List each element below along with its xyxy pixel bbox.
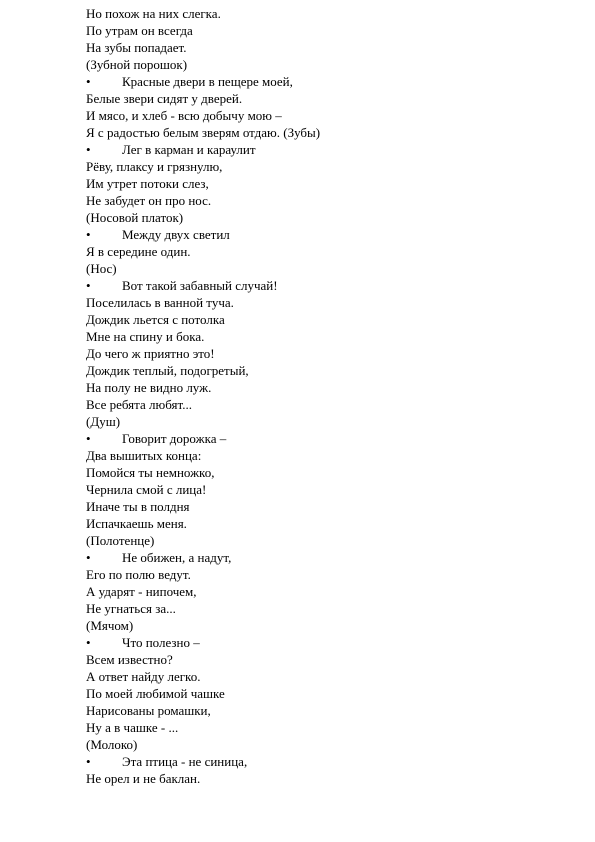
bullet-line [86, 73, 566, 90]
bullet-text: Эта птица - не синица, [122, 754, 248, 769]
bullet-text: Красные двери в пещере моей, [122, 74, 293, 89]
bullet-line [86, 141, 566, 158]
bullet-text: Что полезно – [122, 635, 200, 650]
bullet-text: Говорит дорожка – [122, 431, 227, 446]
bullet-icon: • [86, 227, 91, 242]
bullet-text: Между двух светил [122, 227, 230, 242]
text-line: По утрам он всегда [86, 23, 193, 38]
bullet-line [86, 226, 566, 243]
text-line: А ударят - нипочем, [86, 584, 197, 599]
text-line: И мясо, и хлеб - всю добычу мою – [86, 108, 282, 123]
text-line: (Мячом) [86, 618, 134, 633]
bullet-line [86, 634, 566, 651]
text-line: (Душ) [86, 414, 121, 429]
bullet-line [86, 753, 566, 770]
text-line: Иначе ты в полдня [86, 499, 190, 514]
text-line: Чернила смой с лица! [86, 482, 207, 497]
bullet-icon: • [86, 431, 91, 446]
text-line: Все ребята любят... [86, 397, 192, 412]
text-line: Поселилась в ванной туча. [86, 295, 234, 310]
bullet-line [86, 277, 566, 294]
text-line: На зубы попадает. [86, 40, 187, 55]
text-line: Не забудет он про нос. [86, 193, 212, 208]
text-line: Рёву, плаксу и грязнулю, [86, 159, 223, 174]
text-line: Я в середине один. [86, 244, 191, 259]
bullet-icon: • [86, 635, 91, 650]
text-line: Нарисованы ромашки, [86, 703, 211, 718]
text-line: Им утрет потоки слез, [86, 176, 209, 191]
bullet-icon: • [86, 278, 91, 293]
bullet-icon: • [86, 550, 91, 565]
bullet-icon: • [86, 754, 91, 769]
text-line: Помойся ты немножко, [86, 465, 215, 480]
bullet-icon: • [86, 142, 91, 157]
text-line: Его по полю ведут. [86, 567, 191, 582]
bullet-icon: • [86, 74, 91, 89]
text-line: Не угнаться за... [86, 601, 176, 616]
text-line: Ну а в чашке - ... [86, 720, 179, 735]
text-line: Испачкаешь меня. [86, 516, 187, 531]
text-line: Я с радостью белым зверям отдаю. (Зубы) [86, 125, 321, 140]
text-line: (Нос) [86, 261, 117, 276]
riddles-text [86, 5, 566, 787]
text-line: Белые звери сидят у дверей. [86, 91, 243, 106]
text-line: (Зубной порошок) [86, 57, 188, 72]
text-line: По моей любимой чашке [86, 686, 225, 701]
text-line: Но похож на них слегка. [86, 6, 221, 21]
bullet-text: Вот такой забавный случай! [122, 278, 278, 293]
text-line: Мне на спину и бока. [86, 329, 205, 344]
bullet-line [86, 549, 566, 566]
text-line: (Молоко) [86, 737, 138, 752]
text-line: На полу не видно луж. [86, 380, 212, 395]
text-line: Два вышитых конца: [86, 448, 202, 463]
bullet-text: Не обижен, а надут, [122, 550, 232, 565]
text-line: Дождик теплый, подогретый, [86, 363, 249, 378]
bullet-line [86, 430, 566, 447]
text-line: Всем известно? [86, 652, 173, 667]
text-line: А ответ найду легко. [86, 669, 201, 684]
text-line: Дождик льется с потолка [86, 312, 225, 327]
text-line: Не орел и не баклан. [86, 771, 201, 786]
bullet-text: Лег в карман и караулит [122, 142, 256, 157]
text-line: До чего ж приятно это! [86, 346, 215, 361]
text-line: (Полотенце) [86, 533, 155, 548]
text-line: (Носовой платок) [86, 210, 184, 225]
